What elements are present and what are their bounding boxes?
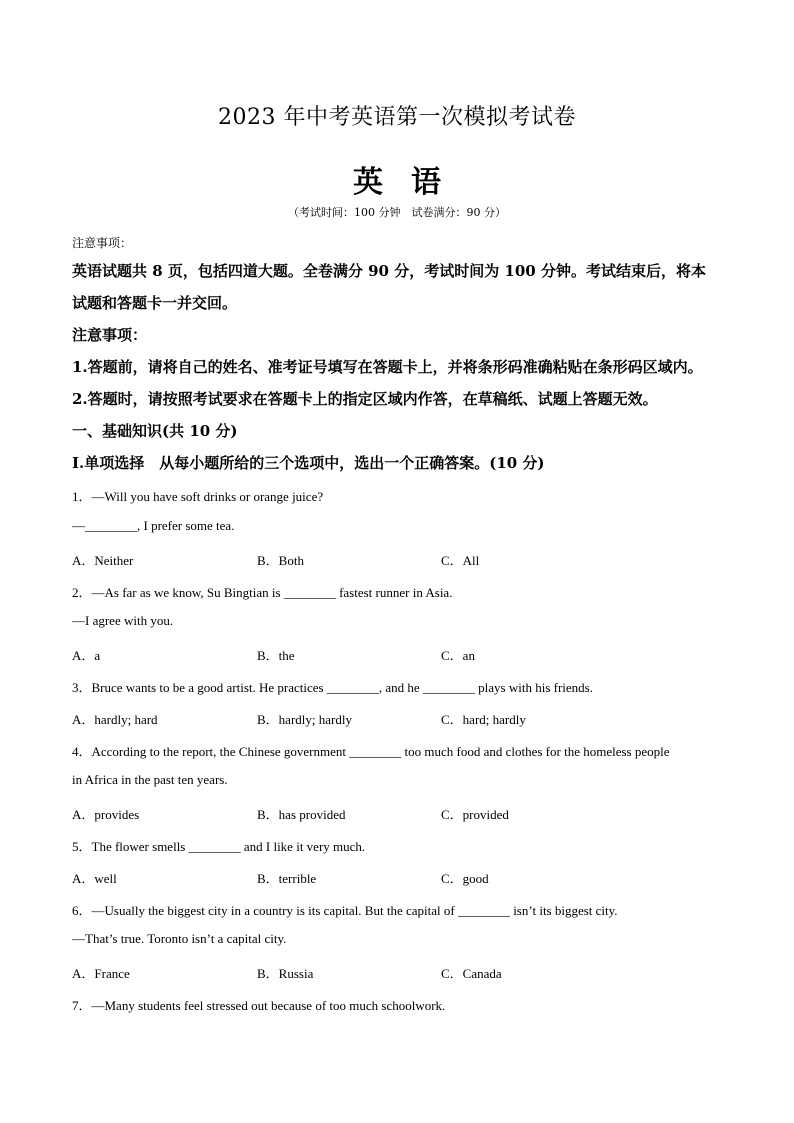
question-7-line-1: 7．—Many students feel stressed out because of too much schoolwork. — [72, 998, 446, 1013]
section-heading: 一、基础知识(共 10 分) — [72, 422, 238, 440]
question-3-option-b: B．hardly; hardly — [257, 712, 352, 727]
question-5-option-c: C．good — [441, 871, 489, 886]
question-5-option-a: A．well — [72, 871, 117, 886]
question-3-line-1: 3．Bruce wants to be a good artist. He practices ________, and he ________ plays with his friends. — [72, 680, 593, 695]
exam-time-info: （考试时间：100 分钟 试卷满分：90 分） — [288, 206, 506, 219]
question-1-option-a: A．Neither — [72, 553, 134, 568]
question-1-option-c: C．All — [441, 553, 480, 568]
notice-label-small: 注意事项： — [72, 236, 133, 250]
question-5-line-1: 5．The flower smells ________ and I like it very much. — [72, 839, 366, 854]
part-heading: I.单项选择 从每小题所给的三个选项中，选出一个正确答案。(10 分) — [72, 454, 545, 472]
question-6-option-b: B．Russia — [257, 966, 314, 981]
question-5-option-b: B．terrible — [257, 871, 317, 886]
question-6-line-1: 6．—Usually the biggest city in a country is its capital. But the capital of ________ isn’t its biggest city. — [72, 903, 618, 918]
subject-title: 英语 — [353, 165, 469, 200]
question-2-option-c: C．an — [441, 648, 475, 663]
question-6-option-c: C．Canada — [441, 966, 502, 981]
question-2-option-a: A．a — [72, 648, 101, 663]
question-4-option-c: C．provided — [441, 807, 509, 822]
question-1-option-b: B．Both — [257, 553, 304, 568]
notice-rule-2: 2.答题时，请按照考试要求在答题卡上的指定区域内作答，在草稿纸、试题上答题无效。 — [72, 390, 658, 408]
question-3-option-a: A．hardly; hard — [72, 712, 158, 727]
notice-intro-line1: 英语试题共 8 页，包括四道大题。全卷满分 90 分，考试时间为 100 分钟。考试结束后，将本 — [72, 262, 706, 280]
question-1-line-2: —________, I prefer some tea. — [72, 518, 235, 533]
notice-rule-1: 1.答题前，请将自己的姓名、准考证号填写在答题卡上，并将条形码准确粘贴在条形码区域内。 — [72, 358, 703, 376]
question-4-option-a: A．provides — [72, 807, 140, 822]
question-2-line-2: —I agree with you. — [72, 613, 174, 628]
exam-title: 2023 年中考英语第一次模拟考试卷 — [218, 105, 576, 130]
question-1-line-1: 1．—Will you have soft drinks or orange juice? — [72, 489, 324, 504]
question-6-line-2: —That’s true. Toronto isn’t a capital city. — [72, 931, 287, 946]
question-4-line-1: 4．According to the report, the Chinese government ________ too much food and clothes for the homeless people — [72, 744, 670, 759]
question-2-option-b: B．the — [257, 648, 295, 663]
notice-intro-line2: 试题和答题卡一并交回。 — [72, 294, 238, 312]
notice-label: 注意事项： — [72, 326, 148, 344]
question-6-option-a: A．France — [72, 966, 130, 981]
question-4-option-b: B．has provided — [257, 807, 346, 822]
question-2-line-1: 2．—As far as we know, Su Bingtian is ________ fastest runner in Asia. — [72, 585, 453, 600]
question-4-line-2: in Africa in the past ten years. — [72, 772, 228, 787]
question-3-option-c: C．hard; hardly — [441, 712, 526, 727]
